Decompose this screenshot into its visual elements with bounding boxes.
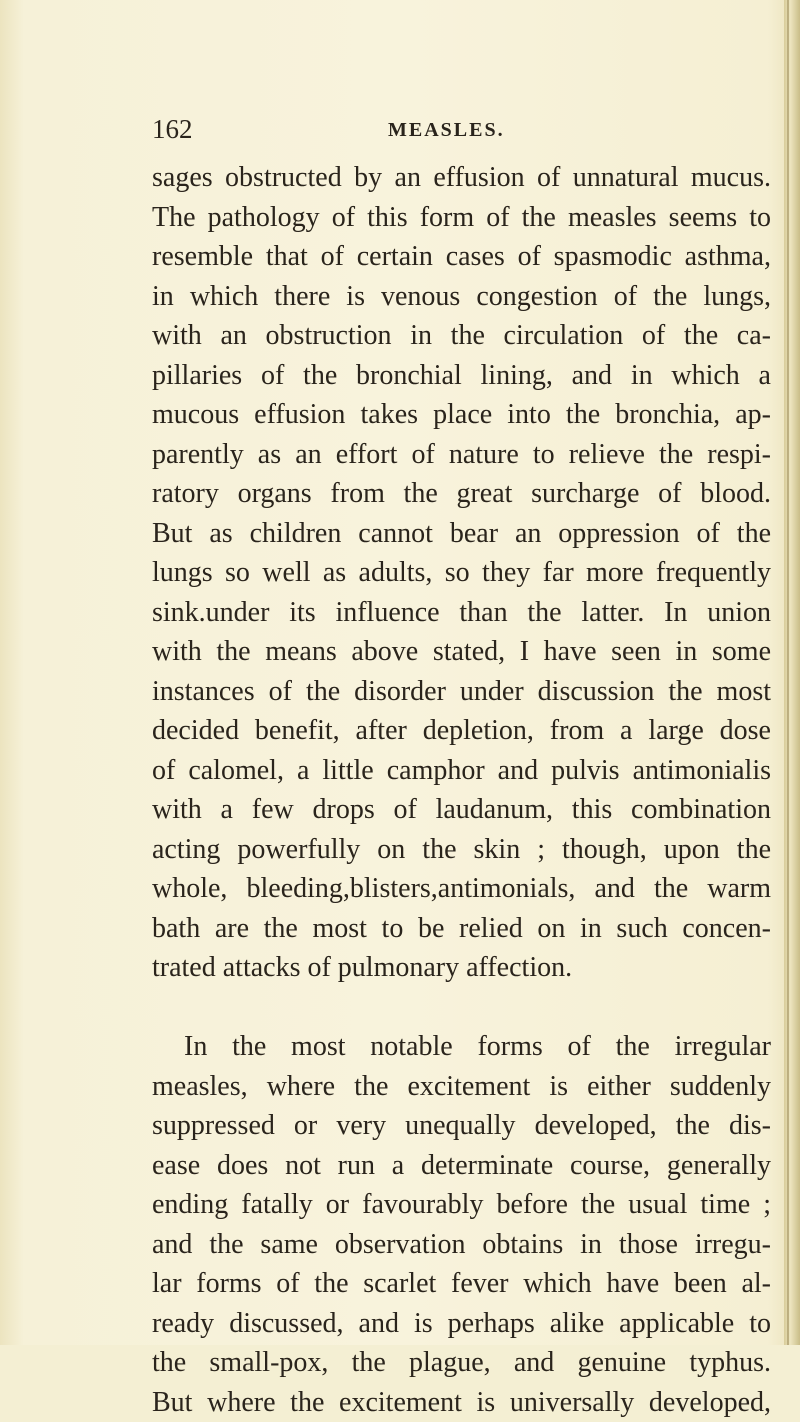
text-line: sages obstructed by an effusion of unnatural mucus. xyxy=(152,158,771,198)
text-line: In the most notable forms of the irregular xyxy=(152,1027,771,1067)
text-line: ending fatally or favourably before the usual time ; xyxy=(152,1185,771,1225)
body-text xyxy=(152,158,771,1422)
text-line: ratory organs from the great surcharge of blood. xyxy=(152,474,771,514)
paragraph-2 xyxy=(152,1027,771,1422)
text-line: parently as an effort of nature to relieve the respi- xyxy=(152,435,771,475)
text-line: with a few drops of laudanum, this combination xyxy=(152,790,771,830)
text-line: But where the excitement is universally developed, xyxy=(152,1383,771,1422)
text-line: and the same observation obtains in those irregu- xyxy=(152,1225,771,1265)
text-line: acting powerfully on the skin ; though, upon the xyxy=(152,830,771,870)
text-line: ease does not run a determinate course, generally xyxy=(152,1146,771,1186)
running-head: MEASLES. xyxy=(388,114,505,146)
text-line: with the means above stated, I have seen in some xyxy=(152,632,771,672)
page-number: 162 xyxy=(152,112,193,146)
text-line: measles, where the excitement is either suddenly xyxy=(152,1067,771,1107)
text-line: suppressed or very unequally developed, the dis- xyxy=(152,1106,771,1146)
page-header xyxy=(152,112,772,146)
text-line: trated attacks of pulmonary affection. xyxy=(152,948,771,988)
paragraph-gap xyxy=(152,988,771,1028)
text-line: mucous effusion takes place into the bronchia, ap- xyxy=(152,395,771,435)
text-line: lungs so well as adults, so they far more frequently xyxy=(152,553,771,593)
text-line: decided benefit, after depletion, from a large dose xyxy=(152,711,771,751)
text-line: But as children cannot bear an oppression of the xyxy=(152,514,771,554)
spine-shadow-line xyxy=(787,0,789,1345)
text-line: instances of the disorder under discussion the most xyxy=(152,672,771,712)
text-line: ready discussed, and is perhaps alike applicable to xyxy=(152,1304,771,1344)
text-line: The pathology of this form of the measles seems to xyxy=(152,198,771,238)
text-line: with an obstruction in the circulation of the ca- xyxy=(152,316,771,356)
text-line: pillaries of the bronchial lining, and in which a xyxy=(152,356,771,396)
text-line: of calomel, a little camphor and pulvis antimonialis xyxy=(152,751,771,791)
text-line: the small-pox, the plague, and genuine typhus. xyxy=(152,1343,771,1383)
text-line: whole, bleeding,blisters,antimonials, and the warm xyxy=(152,869,771,909)
text-line: bath are the most to be relied on in such concen- xyxy=(152,909,771,949)
paragraph-1 xyxy=(152,158,771,988)
text-line: resemble that of certain cases of spasmodic asthma, xyxy=(152,237,771,277)
text-line: in which there is venous congestion of the lungs, xyxy=(152,277,771,317)
text-line: lar forms of the scarlet fever which have been al- xyxy=(152,1264,771,1304)
text-line: sink.under its influence than the latter. In union xyxy=(152,593,771,633)
